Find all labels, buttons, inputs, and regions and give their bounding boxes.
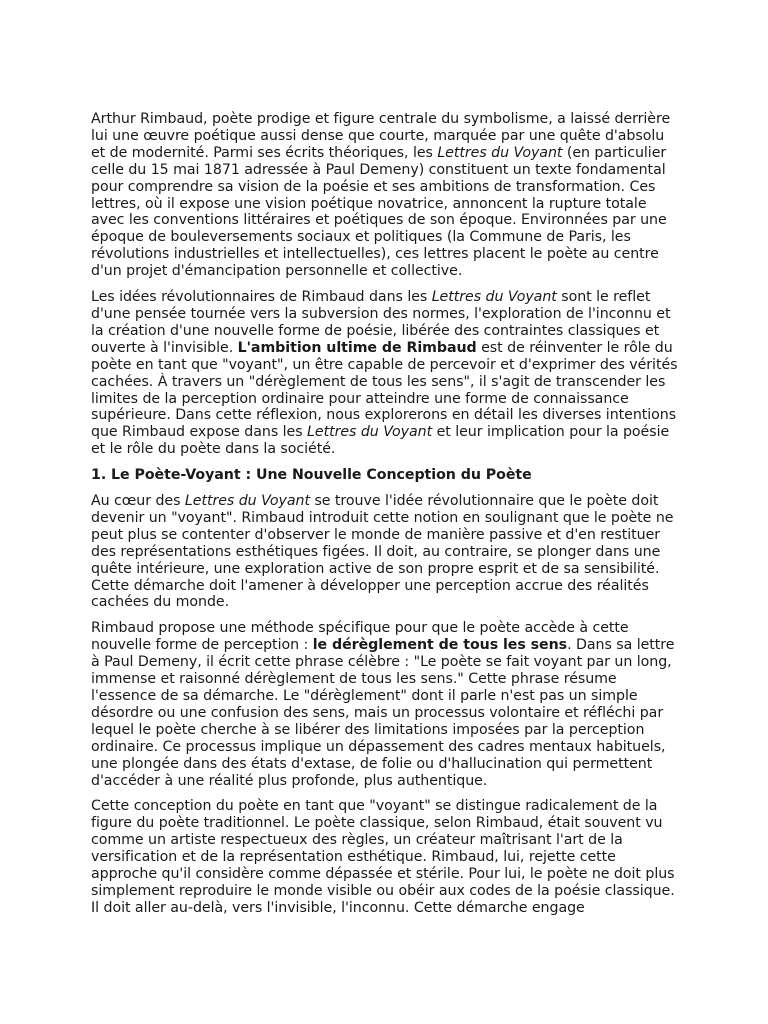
- paragraph-intro: [91, 111, 681, 280]
- text-run: se trouve l'idée révolutionnaire que le poète doit devenir un "voyant". Rimbaud introduit cette notion en soulignant que le poète ne peut plus se contenter d'observer le monde de manière passive et d'en restituer des représentations esthétiques figées. Il doit, au contraire, se plonger dans une quête intérieure, une exploration active de son propre esprit et de sa sensibilité. Cette démarche doit l'amener à développer une perception accrue des réalités cachées du monde.: [91, 493, 674, 611]
- text-run: (en particulier celle du 15 mai 1871 adressée à Paul Demeny) constituent un texte fondamental pour comprendre sa vision de la poésie et ses ambitions de transformation. Ces lettres, où il expose une vision poétique novatrice, annoncent la rupture totale avec les conventions littéraires et poétiques de son époque. Environnées par une époque de bouleversements sociaux et politiques (la Commune de Paris, les révolutions industrielles et intellectuelles), ces lettres placent le poète au centre d'un projet d'émancipation personnelle et collective.: [91, 144, 667, 280]
- section-heading: 1. Le Poète-Voyant : Une Nouvelle Conception du Poète: [91, 467, 532, 484]
- text-run: Au cœur des: [91, 493, 185, 510]
- document-page: [91, 111, 681, 926]
- paragraph-method: [91, 620, 681, 789]
- text-run: Cette conception du poète en tant que "voyant" se distingue radicalement de la figure du poète traditionnel. Le poète classique, selon Rimbaud, était souvent vu comme un artiste respectueux des règles, un créateur maîtrisant l'art de la versification et de la représentation esthétique. Rimbaud, lui, rejette cette approche qu'il considère comme dépassée et stérile. Pour lui, le poète ne doit plus simplement reproduire le monde visible ou obéir aux codes de la poésie classique. Il doit aller au-delà, vers l'invisible, l'inconnu. Cette démarche engage: [91, 798, 675, 916]
- text-run: . Dans sa lettre à Paul Demeny, il écrit cette phrase célèbre : "Le poète se fait voyant par un long, immense et raisonné dérèglement de tous les sens." Cette phrase résume l'essence de sa démarche. Le "dérèglement" dont il parle n'est pas un simple désordre ou une confusion des sens, mais un processus volontaire et réfléchi par lequel le poète cherche à se libérer des limitations imposées par la perception ordinaire. Ce processus implique un dépassement des cadres mentaux habituels, une plongée dans des états d'extase, de folie ou d'hallucination qui permettent d'accéder à une réalité plus profonde, plus authentique.: [91, 637, 675, 789]
- text-run: Arthur Rimbaud, poète prodige et figure centrale du symbolisme, a laissé derrière lui une œuvre poétique aussi dense que courte, marquée par une quête d'absolu et de modernité. Parmi ses écrits théoriques, les: [91, 111, 671, 161]
- text-run: sont le reflet d'une pensée tournée vers la subversion des normes, l'exploration de l'inconnu et la création d'une nouvelle forme de poésie, libérée des contraintes classiques et ouverte à l'invisible.: [91, 289, 671, 356]
- italic-title: Lettres du Voyant: [431, 289, 557, 306]
- paragraph-voyant: [91, 493, 681, 611]
- bold-phrase: le dérèglement de tous les sens: [312, 637, 568, 654]
- text-run: et leur implication pour la poésie et le rôle du poète dans la société.: [91, 424, 670, 458]
- text-run: Les idées révolutionnaires de Rimbaud dans les: [91, 289, 432, 306]
- text-run: est de réinventer le rôle du poète en tant que "voyant", un être capable de percevoir et d'exprimer des vérités cachées. À travers un "dérèglement de tous les sens", il s'agit de transcender les limites de la perception ordinaire pour atteindre une forme de connaissance supérieure. Dans cette réflexion, nous explorerons en détail les diverses intentions que Rimbaud expose dans les: [91, 339, 678, 441]
- bold-phrase: L'ambition ultime de Rimbaud: [237, 339, 477, 356]
- italic-title: Lettres du Voyant: [437, 144, 563, 161]
- paragraph-ideas: [91, 289, 681, 458]
- italic-title: Lettres du Voyant: [184, 493, 310, 510]
- italic-title: Lettres du Voyant: [307, 424, 433, 441]
- text-run: Rimbaud propose une méthode spécifique pour que le poète accède à cette nouvelle forme de perception :: [91, 620, 629, 654]
- paragraph-conception: [91, 798, 681, 916]
